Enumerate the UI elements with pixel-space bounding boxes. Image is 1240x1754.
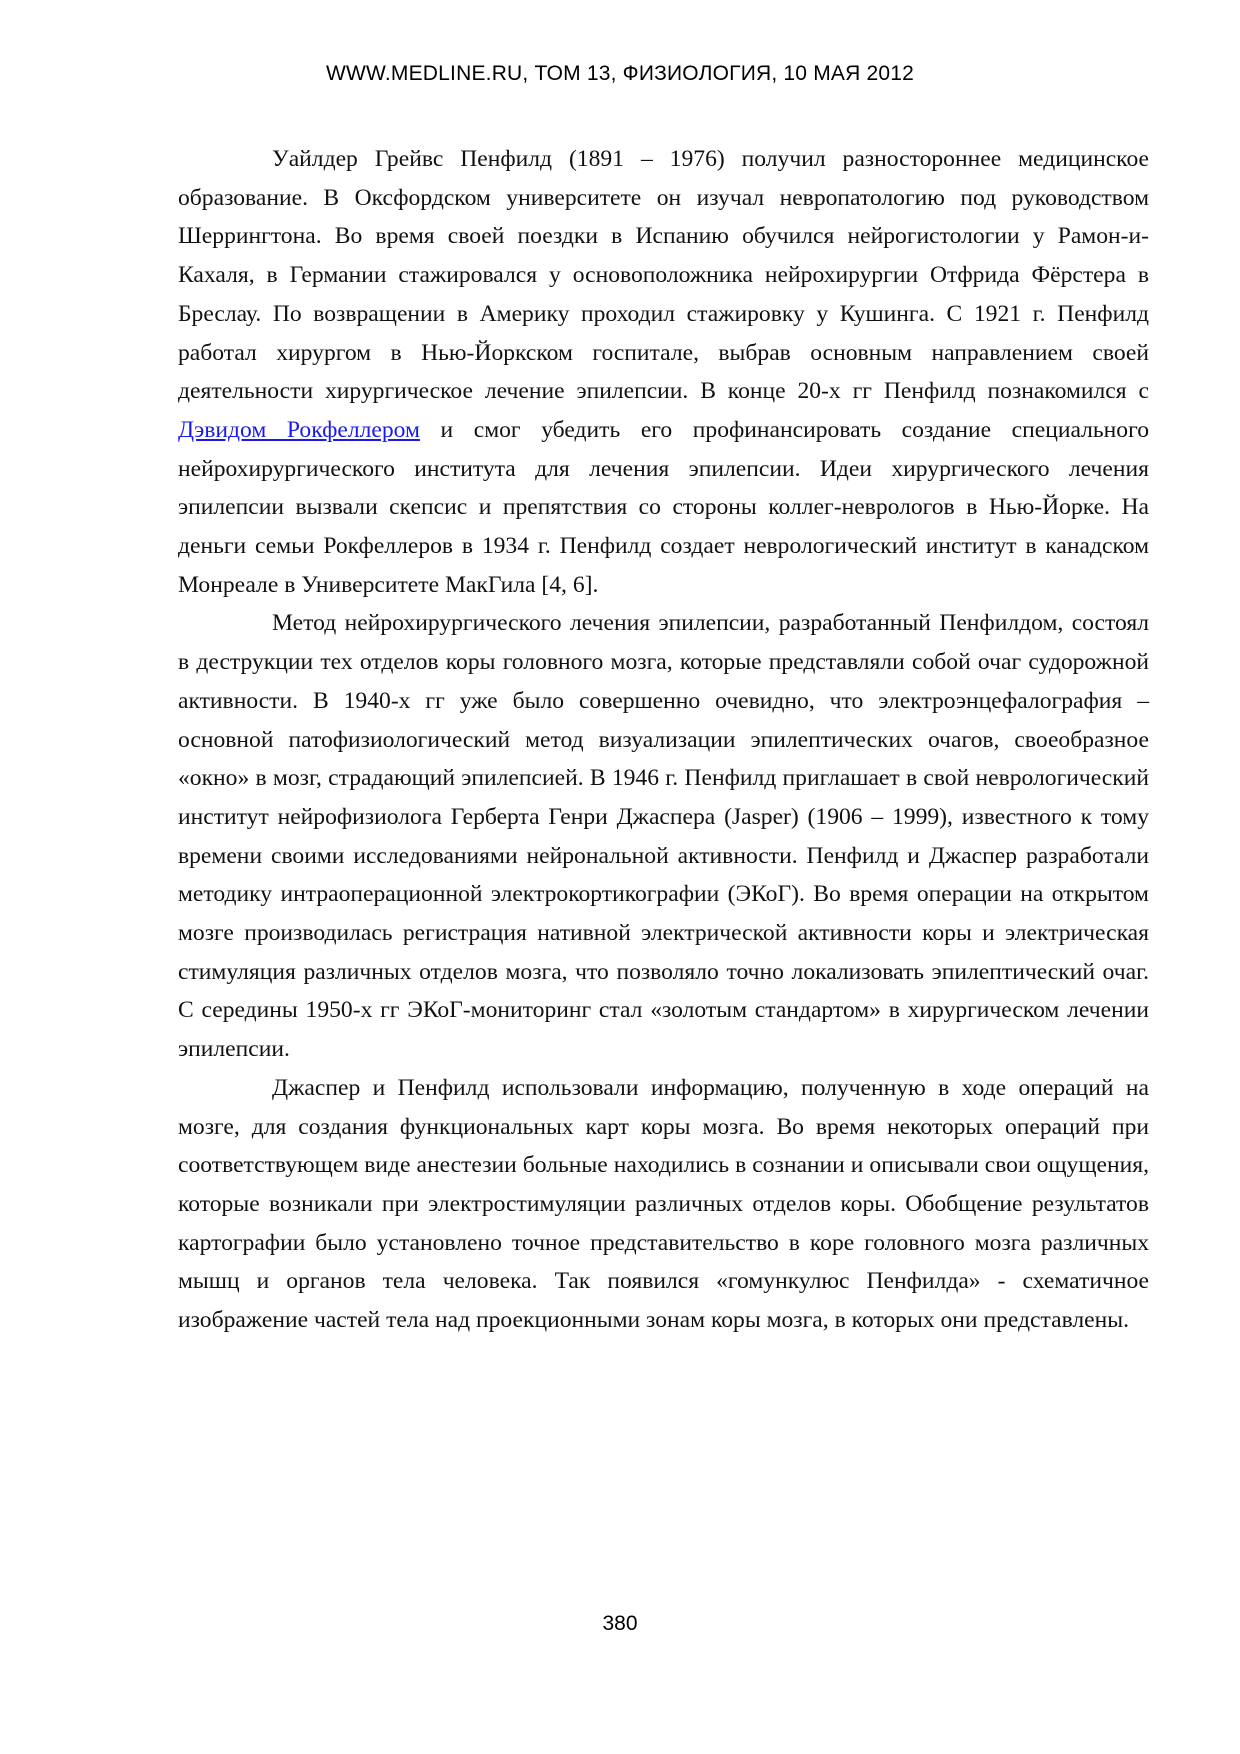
rockefeller-link[interactable]: Дэвидом Рокфеллером xyxy=(178,416,420,443)
page-number: 380 xyxy=(602,1612,638,1635)
paragraph-neurosurgical-method: Метод нейрохирургического лечения эпилепсии, разработанный Пенфилдом, состоял в деструкции тех отделов коры головного мозга, которые представляли собой очаг судорожной активности. В 1940-х гг уже было совершенно очевидно, что электроэнцефалография – основной патофизиологический метод визуализации эпилептических очагов, своеобразное «окно» в мозг, страдающий эпилепсией. В 1946 г. Пенфилд приглашает в свой неврологический институт нейрофизиолога Герберта Генри Джаспера (Jasper) (1906 – 1999), известного к тому времени своими исследованиями нейрональной активности. Пенфилд и Джаспер разработали методику интраоперационной электрокортикографии (ЭКоГ). Во время операции на открытом мозге производилась регистрация нативной электрической активности коры и электрическая стимуляция различных отделов мозга, что позволяло точно локализовать эпилептический очаг. С середины 1950-х гг ЭКоГ-мониторинг стал «золотым стандартом» в хирургическом лечении эпилепсии. xyxy=(178,610,1149,1063)
paragraph-text: Уайлдер Грейвс Пенфилд (1891 – 1976) получил разностороннее медицинское образование. В Оксфордском университете он изучал невропатологию под руководством Шеррингтона. Во время своей поездки в Испанию обучился нейрогистологии у Рамон-и-Кахаля, в Германии стажировался у основоположника нейрохирургии Отфрида Фёрстера в Бреслау. По возвращении в Америку проходил стажировку у Кушинга. С 1921 г. Пенфилд работал хирургом в Нью-Йоркском госпитале, выбрав основным направлением своей деятельности хирургическое лечение эпилепсии. В конце 20-х гг Пенфилд познакомился с xyxy=(178,146,1149,405)
paragraph-penfield-biography xyxy=(178,140,1149,604)
article-body xyxy=(178,140,1149,1340)
page-header: WWW.MEDLINE.RU, ТОМ 13, ФИЗИОЛОГИЯ, 10 МАЯ 2012 xyxy=(325,62,915,85)
paragraph-homunculus: Джаспер и Пенфилд использовали информацию, полученную в ходе операций на мозге, для создания функциональных карт коры мозга. Во время некоторых операций при соответствующем виде анестезии больные находились в сознании и описывали свои ощущения, которые возникали при электростимуляции различных отделов коры. Обобщение результатов картографии было установлено точное представительство в коре головного мозга различных мышц и органов тела человека. Так появился «гомункулюс Пенфилда» - схематичное изображение частей тела над проекционными зонам коры мозга, в которых они представлены. xyxy=(178,1074,1149,1334)
paragraph-text: и смог убедить его профинансировать создание специального нейрохирургического института для лечения эпилепсии. Идеи хирургического лечения эпилепсии вызвали скепсис и препятствия со стороны коллег-неврологов в Нью-Йорке. На деньги семьи Рокфеллеров в 1934 г. Пенфилд создает неврологический институт в канадском Монреале в Университете МакГила [4, 6]. xyxy=(178,416,1149,598)
